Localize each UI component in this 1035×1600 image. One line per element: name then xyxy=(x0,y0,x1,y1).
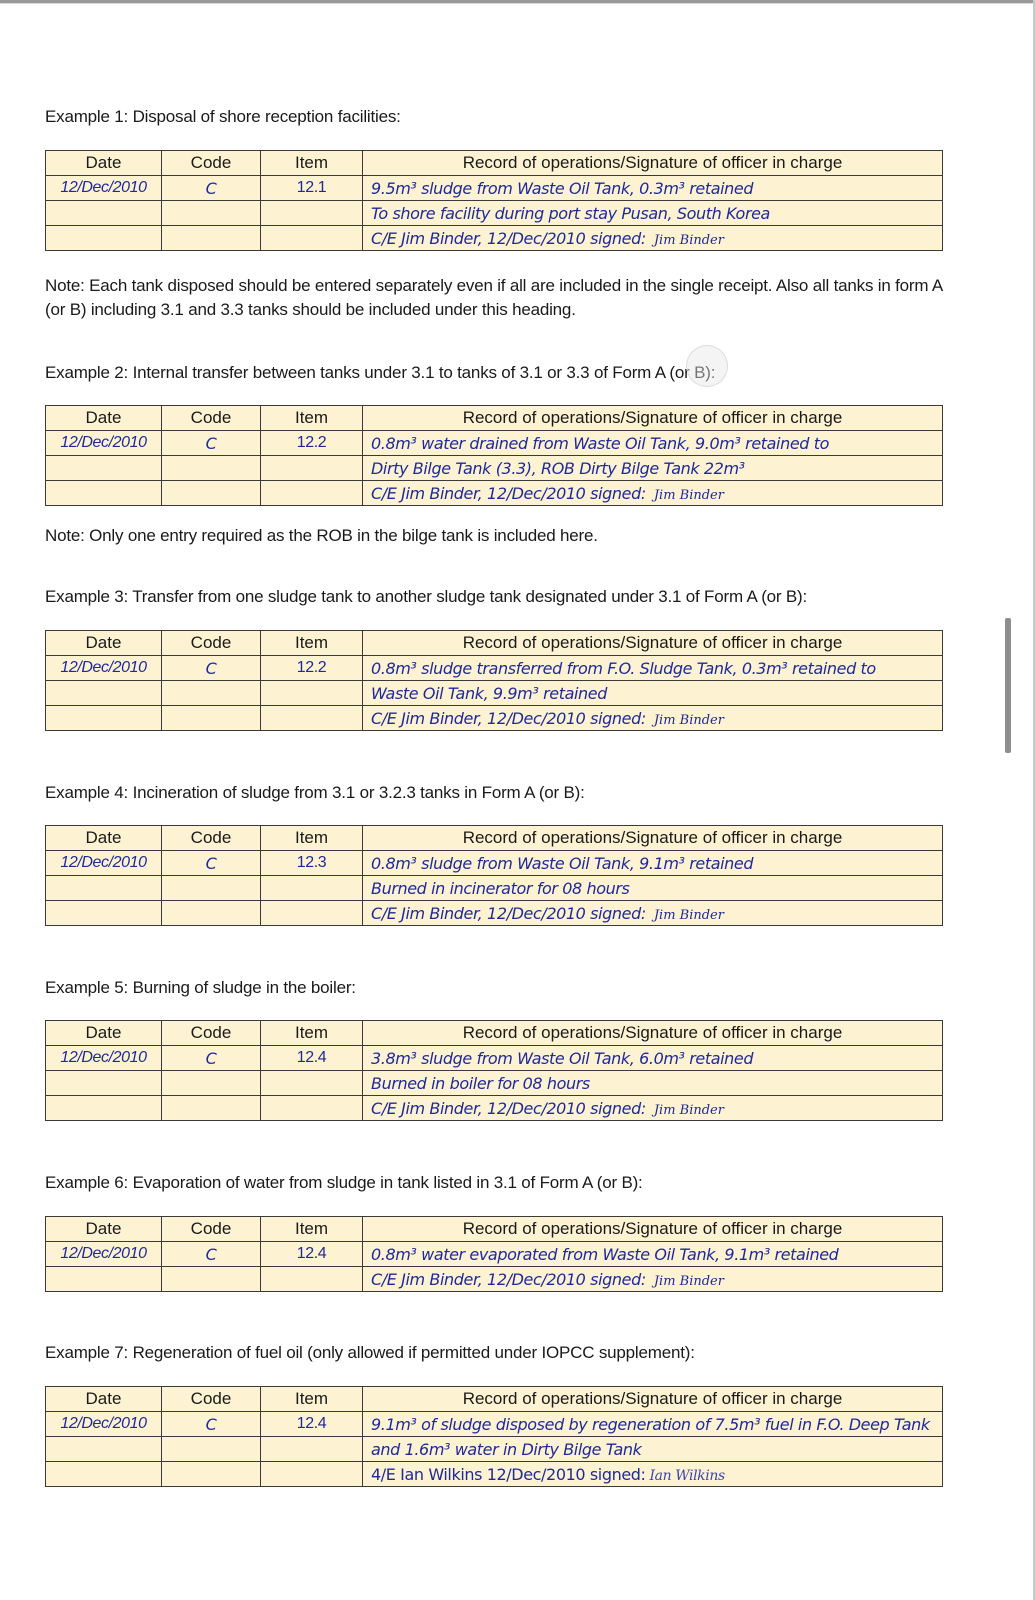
signature-line: C/E Jim Binder, 12/Dec/2010 signed: xyxy=(371,1269,646,1289)
empty-cell xyxy=(162,456,261,481)
table-row xyxy=(46,456,943,481)
empty-cell xyxy=(46,706,162,731)
table-row xyxy=(46,901,943,926)
empty-cell xyxy=(261,1267,363,1292)
example-7-table xyxy=(45,1386,943,1487)
empty-cell xyxy=(46,1437,162,1462)
table-row xyxy=(46,1096,943,1121)
empty-cell xyxy=(46,456,162,481)
signature: Jim Binder xyxy=(653,232,724,248)
record-cell: and 1.6m³ water in Dirty Bilge Tank xyxy=(363,1437,943,1462)
signature-line: C/E Jim Binder, 12/Dec/2010 signed: xyxy=(371,903,646,923)
item-cell: 12.2 xyxy=(261,656,363,681)
example-3-heading: Example 3: Transfer from one sludge tank to another sludge tank designated under 3.1 of Form A (or B): xyxy=(45,587,808,606)
header-code: Code xyxy=(162,826,261,851)
table-header-row xyxy=(46,406,943,431)
empty-cell xyxy=(261,876,363,901)
signature: Ian Wilkins xyxy=(649,1467,725,1484)
example-6-table xyxy=(45,1216,943,1292)
table-row xyxy=(46,431,943,456)
example-2-heading: Example 2: Internal transfer between tanks under 3.1 to tanks of 3.1 or 3.3 of Form A (or B): xyxy=(45,363,716,382)
table-header-row xyxy=(46,1217,943,1242)
table-row xyxy=(46,1071,943,1096)
record-cell: 0.8m³ sludge transferred from F.O. Sludge Tank, 0.3m³ retained to xyxy=(363,656,943,681)
record-cell: Burned in boiler for 08 hours xyxy=(363,1071,943,1096)
empty-cell xyxy=(162,1267,261,1292)
empty-cell xyxy=(46,226,162,251)
signature-cell xyxy=(363,901,943,926)
example-4-table xyxy=(45,825,943,926)
signature: Jim Binder xyxy=(653,907,724,923)
table-row xyxy=(46,1242,943,1267)
header-code: Code xyxy=(162,406,261,431)
table-header-row xyxy=(46,1387,943,1412)
signature: Jim Binder xyxy=(653,1273,724,1289)
code-cell: C xyxy=(162,1412,261,1437)
empty-cell xyxy=(162,681,261,706)
empty-cell xyxy=(162,481,261,506)
example-4-heading: Example 4: Incineration of sludge from 3.1 or 3.2.3 tanks in Form A (or B): xyxy=(45,783,585,802)
empty-cell xyxy=(261,681,363,706)
signature-line: 4/E Ian Wilkins 12/Dec/2010 signed: xyxy=(371,1464,646,1484)
example-6-heading: Example 6: Evaporation of water from sludge in tank listed in 3.1 of Form A (or B): xyxy=(45,1173,643,1192)
signature-cell xyxy=(363,226,943,251)
date-cell: 12/Dec/2010 xyxy=(46,431,162,456)
table-row xyxy=(46,1437,943,1462)
item-cell: 12.4 xyxy=(261,1412,363,1437)
signature-cell xyxy=(363,1462,943,1487)
code-cell: C xyxy=(162,851,261,876)
empty-cell xyxy=(46,481,162,506)
signature-cell xyxy=(363,1267,943,1292)
header-code: Code xyxy=(162,1021,261,1046)
header-code: Code xyxy=(162,1217,261,1242)
signature-line: C/E Jim Binder, 12/Dec/2010 signed: xyxy=(371,228,646,248)
empty-cell xyxy=(261,226,363,251)
record-cell: 9.1m³ of sludge disposed by regeneration of 7.5m³ fuel in F.O. Deep Tank xyxy=(363,1412,943,1437)
window-top-border xyxy=(0,0,1035,4)
empty-cell xyxy=(261,901,363,926)
empty-cell xyxy=(162,876,261,901)
record-cell: 0.8m³ water drained from Waste Oil Tank, 9.0m³ retained to xyxy=(363,431,943,456)
date-cell: 12/Dec/2010 xyxy=(46,1046,162,1071)
empty-cell xyxy=(162,706,261,731)
table-header-row xyxy=(46,631,943,656)
header-item: Item xyxy=(261,1387,363,1412)
signature: Jim Binder xyxy=(653,712,724,728)
example-1-note: Note: Each tank disposed should be entered separately even if all are included in the single receipt. Also all tanks in form A (or B) including 3.1 and 3.3 tanks should be included under this heading. xyxy=(45,276,943,319)
header-item: Item xyxy=(261,406,363,431)
record-cell: 0.8m³ water evaporated from Waste Oil Tank, 9.1m³ retained xyxy=(363,1242,943,1267)
header-record: Record of operations/Signature of officer in charge xyxy=(363,1217,943,1242)
header-date: Date xyxy=(46,631,162,656)
empty-cell xyxy=(46,876,162,901)
item-cell: 12.1 xyxy=(261,176,363,201)
table-row xyxy=(46,226,943,251)
example-2-note: Note: Only one entry required as the ROB in the bilge tank is included here. xyxy=(45,526,598,545)
empty-cell xyxy=(162,1096,261,1121)
header-item: Item xyxy=(261,151,363,176)
header-item: Item xyxy=(261,631,363,656)
example-2-table xyxy=(45,405,943,506)
table-row xyxy=(46,1046,943,1071)
vertical-scrollbar-thumb[interactable] xyxy=(1005,618,1011,753)
signature-line: C/E Jim Binder, 12/Dec/2010 signed: xyxy=(371,708,646,728)
signature-cell xyxy=(363,706,943,731)
date-cell: 12/Dec/2010 xyxy=(46,851,162,876)
record-cell: Waste Oil Tank, 9.9m³ retained xyxy=(363,681,943,706)
date-cell: 12/Dec/2010 xyxy=(46,1242,162,1267)
empty-cell xyxy=(261,1096,363,1121)
header-date: Date xyxy=(46,826,162,851)
header-record: Record of operations/Signature of officer in charge xyxy=(363,631,943,656)
empty-cell xyxy=(261,706,363,731)
table-row xyxy=(46,656,943,681)
record-cell: 0.8m³ sludge from Waste Oil Tank, 9.1m³ retained xyxy=(363,851,943,876)
example-1-heading: Example 1: Disposal of shore reception facilities: xyxy=(45,107,401,126)
example-5-table xyxy=(45,1020,943,1121)
code-cell: C xyxy=(162,1242,261,1267)
record-cell: 3.8m³ sludge from Waste Oil Tank, 6.0m³ retained xyxy=(363,1046,943,1071)
example-3-table xyxy=(45,630,943,731)
empty-cell xyxy=(261,1462,363,1487)
example-5-heading: Example 5: Burning of sludge in the boiler: xyxy=(45,978,356,997)
header-date: Date xyxy=(46,151,162,176)
header-item: Item xyxy=(261,1217,363,1242)
code-cell: C xyxy=(162,431,261,456)
item-cell: 12.2 xyxy=(261,431,363,456)
header-date: Date xyxy=(46,1387,162,1412)
record-cell: Dirty Bilge Tank (3.3), ROB Dirty Bilge Tank 22m³ xyxy=(363,456,943,481)
header-record: Record of operations/Signature of officer in charge xyxy=(363,1021,943,1046)
empty-cell xyxy=(261,1437,363,1462)
table-header-row xyxy=(46,151,943,176)
table-row xyxy=(46,1462,943,1487)
code-cell: C xyxy=(162,656,261,681)
record-cell: To shore facility during port stay Pusan, South Korea xyxy=(363,201,943,226)
empty-cell xyxy=(46,681,162,706)
date-cell: 12/Dec/2010 xyxy=(46,1412,162,1437)
table-row xyxy=(46,706,943,731)
empty-cell xyxy=(162,226,261,251)
header-record: Record of operations/Signature of officer in charge xyxy=(363,826,943,851)
empty-cell xyxy=(46,1462,162,1487)
date-cell: 12/Dec/2010 xyxy=(46,176,162,201)
empty-cell xyxy=(261,456,363,481)
header-item: Item xyxy=(261,826,363,851)
table-row xyxy=(46,876,943,901)
empty-cell xyxy=(261,481,363,506)
empty-cell xyxy=(46,1071,162,1096)
signature-cell xyxy=(363,481,943,506)
header-record: Record of operations/Signature of officer in charge xyxy=(363,406,943,431)
empty-cell xyxy=(261,201,363,226)
empty-cell xyxy=(46,901,162,926)
table-row xyxy=(46,1267,943,1292)
signature: Jim Binder xyxy=(653,1102,724,1118)
table-row xyxy=(46,851,943,876)
code-cell: C xyxy=(162,1046,261,1071)
table-row xyxy=(46,176,943,201)
code-cell: C xyxy=(162,176,261,201)
header-date: Date xyxy=(46,406,162,431)
signature-line: C/E Jim Binder, 12/Dec/2010 signed: xyxy=(371,483,646,503)
signature-cell xyxy=(363,1096,943,1121)
header-date: Date xyxy=(46,1217,162,1242)
empty-cell xyxy=(46,1096,162,1121)
header-code: Code xyxy=(162,631,261,656)
table-row xyxy=(46,1412,943,1437)
item-cell: 12.3 xyxy=(261,851,363,876)
example-7-heading: Example 7: Regeneration of fuel oil (only allowed if permitted under IOPCC supplement): xyxy=(45,1343,695,1362)
item-cell: 12.4 xyxy=(261,1046,363,1071)
table-header-row xyxy=(46,826,943,851)
header-code: Code xyxy=(162,1387,261,1412)
header-record: Record of operations/Signature of officer in charge xyxy=(363,151,943,176)
touch-indicator xyxy=(686,345,728,387)
date-cell: 12/Dec/2010 xyxy=(46,656,162,681)
table-row xyxy=(46,201,943,226)
empty-cell xyxy=(46,1267,162,1292)
table-row xyxy=(46,481,943,506)
table-row xyxy=(46,681,943,706)
header-item: Item xyxy=(261,1021,363,1046)
table-header-row xyxy=(46,1021,943,1046)
empty-cell xyxy=(162,1437,261,1462)
record-cell: Burned in incinerator for 08 hours xyxy=(363,876,943,901)
signature-line: C/E Jim Binder, 12/Dec/2010 signed: xyxy=(371,1098,646,1118)
empty-cell xyxy=(46,201,162,226)
empty-cell xyxy=(162,901,261,926)
item-cell: 12.4 xyxy=(261,1242,363,1267)
header-record: Record of operations/Signature of officer in charge xyxy=(363,1387,943,1412)
header-code: Code xyxy=(162,151,261,176)
empty-cell xyxy=(162,201,261,226)
header-date: Date xyxy=(46,1021,162,1046)
signature: Jim Binder xyxy=(653,487,724,503)
record-cell: 9.5m³ sludge from Waste Oil Tank, 0.3m³ retained xyxy=(363,176,943,201)
example-1-table xyxy=(45,150,943,251)
empty-cell xyxy=(162,1071,261,1096)
empty-cell xyxy=(261,1071,363,1096)
empty-cell xyxy=(162,1462,261,1487)
